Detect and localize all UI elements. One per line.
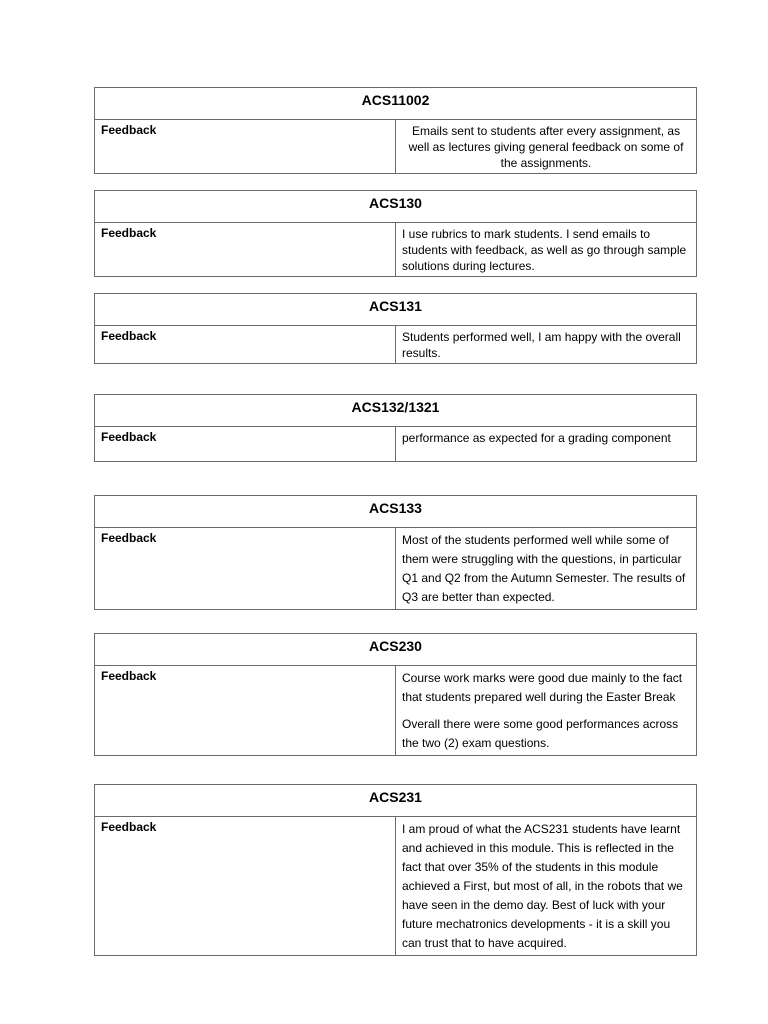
feedback-label: Feedback [95, 817, 396, 956]
module-table-acs131 [94, 293, 697, 364]
feedback-label: Feedback [95, 427, 396, 462]
module-table-acs132 [94, 394, 697, 462]
module-title: ACS230 [95, 634, 697, 666]
module-title: ACS11002 [95, 88, 697, 120]
feedback-text: performance as expected for a grading component [396, 427, 697, 462]
feedback-label: Feedback [95, 666, 396, 756]
module-title: ACS133 [95, 496, 697, 528]
module-title: ACS231 [95, 785, 697, 817]
feedback-paragraph: Overall there were some good performances across the two (2) exam questions. [402, 717, 679, 750]
feedback-text: I am proud of what the ACS231 students have learnt and achieved in this module. This is reflected in the fact that over 35% of the students in this module achieved a First, but most of all, in the robots that we have seen in the demo day. Best of luck with your future mechatronics developments - it is a skill you can trust that to have acquired. [396, 817, 697, 956]
feedback-label: Feedback [95, 528, 396, 610]
module-table-acs11002 [94, 87, 697, 174]
feedback-text: Students performed well, I am happy with the overall results. [396, 326, 697, 364]
module-table-acs230 [94, 633, 697, 756]
module-table-acs231 [94, 784, 697, 956]
module-title: ACS131 [95, 294, 697, 326]
feedback-label: Feedback [95, 326, 396, 364]
module-table-acs133 [94, 495, 697, 610]
feedback-paragraph: Course work marks were good due mainly to the fact that students prepared well during the Easter Break [402, 671, 683, 704]
module-table-acs130 [94, 190, 697, 277]
feedback-label: Feedback [95, 223, 396, 277]
feedback-text [396, 666, 697, 756]
feedback-text: Emails sent to students after every assignment, as well as lectures giving general feedback on some of the assignments. [396, 120, 697, 174]
feedback-text: I use rubrics to mark students. I send emails to students with feedback, as well as go through sample solutions during lectures. [396, 223, 697, 277]
module-title: ACS130 [95, 191, 697, 223]
feedback-text: Most of the students performed well while some of them were struggling with the questions, in particular Q1 and Q2 from the Autumn Semester. The results of Q3 are better than expected. [396, 528, 697, 610]
module-title: ACS132/1321 [95, 395, 697, 427]
feedback-label: Feedback [95, 120, 396, 174]
